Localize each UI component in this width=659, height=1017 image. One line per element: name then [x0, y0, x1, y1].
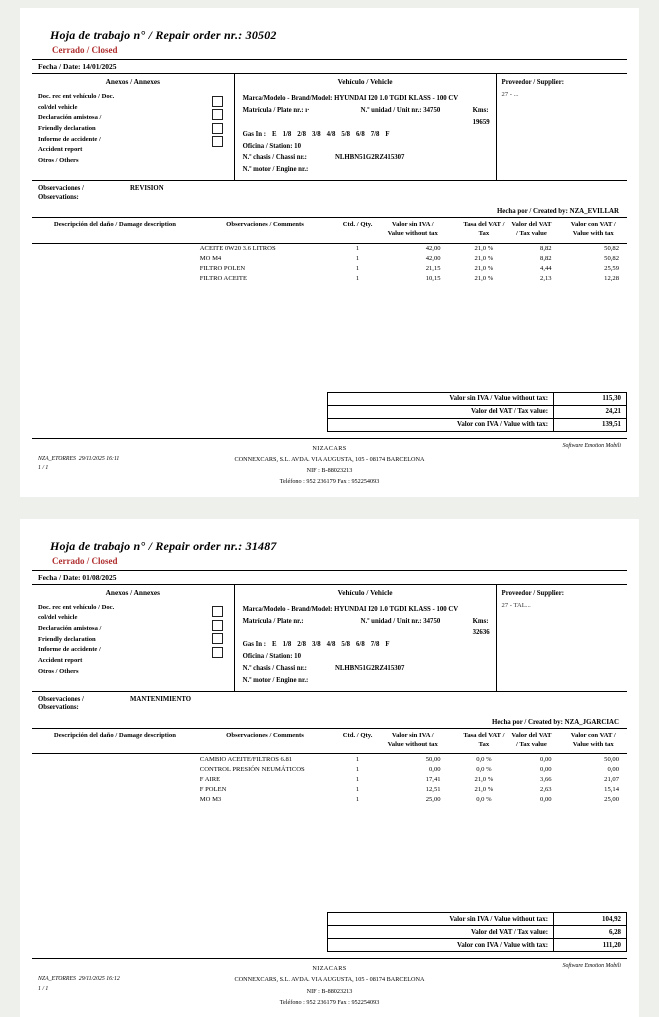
kms-value: Kms: 19659 — [472, 106, 490, 126]
item-comment: F AIRE — [199, 775, 221, 783]
engine-row — [243, 164, 496, 176]
item-qty: 1 — [355, 275, 360, 283]
item-total: 25,59 — [604, 265, 619, 273]
brand-value: HYUNDAI I20 1.0 TGDI KLASS - 100 CV — [334, 605, 459, 613]
item-net: 12,51 — [425, 785, 441, 793]
th-total: Valor con VAT / Value with tax — [570, 221, 616, 237]
annex-label: Doc. rec ent vehículo / Doc. — [38, 603, 115, 611]
checkbox-friendly-declaration[interactable] — [212, 620, 223, 631]
table-row — [32, 774, 627, 784]
gasin-step: 6/8 — [356, 130, 365, 138]
gasin-step: 7/8 — [370, 130, 380, 138]
annex-label-list — [38, 92, 208, 167]
item-tax-rate: 21,0 % — [474, 265, 494, 273]
table-row — [32, 764, 627, 774]
checkbox-others[interactable] — [212, 136, 223, 147]
gasin-step: 1/8 — [282, 130, 292, 138]
total-vat-value: 24,21 — [554, 405, 627, 418]
item-tax-rate: 21,0 % — [474, 275, 494, 283]
plate-label: Matrícula / Plate nr.: ı· — [242, 106, 310, 114]
annex-column — [32, 585, 235, 691]
annex-column — [32, 74, 235, 180]
page-title: Hoja de trabajo n° / Repair order nr.: 31487 — [50, 538, 277, 553]
vehicle-column — [235, 585, 497, 691]
item-tax-value: 3,66 — [540, 775, 552, 783]
total-vat-value: 6,28 — [554, 926, 627, 939]
footer-phone: Teléfono : 952 236179 Fax : 952254093 — [279, 478, 380, 486]
annex-label: Accident report — [38, 656, 83, 664]
item-tax-value: 4,44 — [540, 265, 552, 273]
page-footer — [32, 958, 627, 1007]
vehicle-brand-row — [243, 604, 496, 616]
item-description — [32, 754, 198, 765]
item-total: 15,14 — [604, 785, 619, 793]
item-qty: 1 — [355, 755, 360, 763]
th-net: Valor sin IVA / Value without tax — [387, 731, 438, 748]
supplier-value: 27 - ... — [501, 91, 519, 98]
annex-label: Informe de accidente / — [38, 135, 101, 143]
item-net: 10,15 — [425, 275, 441, 283]
vehicle-brand-row — [243, 93, 496, 105]
footer-brand: NIZACARS — [312, 444, 347, 452]
brand-label: Marca/Modelo - Brand/Model: — [242, 95, 335, 102]
item-tax-value: 0,00 — [540, 755, 552, 763]
th-comments: Observaciones / Comments — [226, 731, 304, 739]
item-comment: FILTRO ACEITE — [199, 275, 247, 283]
vehicle-column-header: Vehículo / Vehicle — [337, 77, 393, 86]
vehicle-plate-row — [243, 105, 496, 129]
table-row — [32, 254, 627, 264]
total-gross-value: 139,51 — [554, 418, 627, 431]
item-comment: F POLEN — [199, 785, 227, 793]
unit-label: N.º unidad / Unit nr.: 34750 — [360, 617, 441, 625]
annex-checkbox-list — [208, 92, 234, 167]
table-row — [32, 274, 627, 284]
annex-label: Otros / Others — [38, 157, 79, 165]
footer-nif: NIF : B-88023213 — [306, 466, 353, 474]
gasin-step: 7/8 — [370, 641, 380, 649]
item-qty: 1 — [355, 775, 360, 783]
item-tax-value: 0,00 — [540, 765, 552, 773]
engine-label: N.º motor / Engine nr.: — [242, 676, 309, 684]
gasin-step: 2/8 — [297, 130, 306, 138]
item-qty: 1 — [355, 765, 360, 773]
supplier-column — [497, 74, 627, 180]
total-gross-row — [328, 939, 627, 952]
item-total: 50,82 — [604, 255, 619, 263]
table-row — [32, 243, 627, 254]
item-total: 50,82 — [604, 245, 619, 253]
observations-label: Observaciones / Observations: — [38, 185, 84, 201]
item-net: 50,00 — [425, 755, 441, 763]
station-row — [243, 141, 496, 153]
gasin-step: 1/8 — [282, 641, 292, 649]
total-net-label: Valor sin IVA / Value without tax: — [328, 392, 554, 405]
vehicle-column-header: Vehículo / Vehicle — [337, 587, 393, 597]
gasin-step: E — [272, 641, 277, 649]
gas-in-row — [243, 639, 496, 651]
station-value: Oficina / Station: 10 — [242, 653, 301, 661]
footer-user-timestamp: NZA_ETORRES 29/11/2025 16:12 — [38, 976, 120, 983]
total-vat-label: Valor del VAT / Tax value: — [328, 405, 554, 418]
item-description — [32, 784, 198, 794]
total-net-row — [328, 392, 627, 405]
totals-section — [32, 912, 627, 952]
observations-label: Observaciones / Observations: — [38, 695, 84, 712]
total-gross-label: Valor con IVA / Value with tax: — [328, 939, 554, 952]
table-row — [32, 754, 627, 765]
total-gross-value: 111,20 — [554, 939, 627, 952]
item-tax-value: 0,00 — [540, 795, 552, 803]
repair-order-page — [20, 519, 639, 1017]
item-net: 17,41 — [425, 775, 441, 783]
info-columns — [32, 74, 627, 181]
item-total: 0,00 — [607, 765, 619, 773]
item-comment: ACEITE 0W20 3.6 LITROS — [199, 245, 276, 253]
page-footer — [32, 438, 627, 487]
th-total: Valor con VAT / Value with tax — [570, 731, 616, 748]
checkbox-doc-vehicle[interactable] — [212, 96, 223, 107]
date-row: Fecha / Date: 14/01/2025 — [32, 59, 627, 74]
page-gap — [0, 497, 659, 519]
table-whitespace — [32, 284, 627, 392]
supplier-label: Proveedor / Supplier: — [501, 79, 564, 86]
annex-label: Friendly declaration — [38, 635, 96, 643]
item-comment: MO M3 — [199, 795, 222, 803]
date-row: Fecha / Date: 01/08/2025 — [32, 570, 627, 585]
item-net: 42,00 — [425, 245, 441, 253]
table-row — [32, 264, 627, 274]
engine-row — [243, 675, 496, 687]
th-net: Valor sin IVA / Value without tax — [387, 221, 438, 237]
annex-label: col/del vehicle — [38, 614, 78, 622]
total-vat-label: Valor del VAT / Tax value: — [328, 926, 554, 939]
th-damage-description: Descripción del daño / Damage description — [53, 731, 176, 739]
annex-label: Doc. rec ent vehículo / Doc. — [38, 93, 115, 100]
annex-label: Friendly declaration — [38, 125, 96, 133]
gasin-step: 4/8 — [326, 130, 336, 138]
item-tax-rate: 0,0 % — [476, 755, 492, 763]
chassis-label: N.º chasis / Chassi nr.: — [242, 154, 307, 162]
info-columns — [32, 585, 627, 692]
gasin-step: 2/8 — [297, 641, 306, 649]
gasin-step: 3/8 — [311, 641, 321, 649]
item-qty: 1 — [355, 785, 360, 793]
total-vat-row — [328, 405, 627, 418]
annex-label: Declaración amistosa / — [38, 114, 102, 122]
engine-label: N.º motor / Engine nr.: — [242, 166, 309, 174]
item-total: 25,00 — [604, 795, 619, 803]
gasin-step: 5/8 — [341, 641, 351, 649]
total-vat-row — [328, 926, 627, 939]
status-badge: Cerrado / Closed — [52, 555, 118, 566]
chassis-value: NLHBN51G2RZ415307 — [334, 665, 405, 673]
checkbox-accident-report[interactable] — [212, 633, 223, 644]
annex-label: Informe de accidente / — [38, 646, 101, 654]
chassis-value: NLHBN51G2RZ415307 — [334, 154, 405, 162]
annex-column-header: Anexos / Annexes — [105, 587, 160, 597]
footer-address: CONNEXCARS, S.L. AVDA. VIA AUGUSTA, 105 - 08174 BARCELONA — [234, 976, 425, 984]
item-description — [32, 254, 198, 264]
item-qty: 1 — [355, 265, 360, 273]
th-qty: Ctd. / Qty. — [342, 221, 373, 229]
item-tax-value: 8,82 — [540, 255, 552, 263]
item-tax-value: 2,63 — [540, 785, 552, 793]
totals-table — [327, 912, 627, 952]
observations-row — [32, 692, 627, 715]
footer-address: CONNEXCARS, S.L. AVDA. VIA AUGUSTA, 105 - 08174 BARCELONA — [234, 455, 425, 463]
total-net-label: Valor sin IVA / Value without tax: — [328, 913, 554, 926]
checkbox-others[interactable] — [212, 647, 223, 658]
supplier-column — [497, 585, 627, 691]
annex-label: Declaración amistosa / — [38, 624, 102, 632]
item-tax-rate: 0,0 % — [476, 765, 492, 773]
vehicle-plate-row — [243, 616, 496, 640]
repair-order-page — [20, 8, 639, 497]
item-description — [32, 264, 198, 274]
annex-label: col/del vehicle — [38, 103, 78, 111]
items-table — [32, 728, 627, 804]
th-tax-value: Valor del VAT / Tax value — [511, 221, 552, 237]
total-net-value: 104,92 — [554, 913, 627, 926]
annex-label: Accident report — [38, 146, 83, 154]
supplier-value: 27 - TAL... — [501, 601, 531, 609]
status-badge: Cerrado / Closed — [52, 45, 118, 55]
brand-value: HYUNDAI I20 1.0 TGDI KLASS - 100 CV — [334, 95, 459, 102]
annex-checkbox-list — [208, 603, 234, 678]
footer-user-timestamp: NZA_ETORRES 29/11/2025 16:11 — [38, 455, 120, 462]
item-net: 21,15 — [425, 265, 441, 273]
item-description — [32, 243, 198, 254]
item-net: 42,00 — [425, 255, 441, 263]
item-tax-rate: 21,0 % — [474, 245, 494, 253]
item-tax-value: 2,13 — [540, 275, 552, 283]
table-row — [32, 794, 627, 804]
chassis-row — [243, 663, 496, 675]
kms-value: Kms: 32636 — [472, 617, 490, 637]
chassis-label: N.º chasis / Chassi nr.: — [242, 665, 307, 673]
gasin-step: 4/8 — [326, 641, 336, 649]
item-tax-rate: 21,0 % — [474, 255, 494, 263]
footer-brand: NIZACARS — [312, 965, 347, 973]
plate-label: Matrícula / Plate nr.: — [242, 617, 304, 625]
total-net-row — [328, 913, 627, 926]
item-tax-value: 8,82 — [540, 245, 552, 253]
th-comments: Observaciones / Comments — [226, 221, 304, 229]
item-description — [32, 794, 198, 804]
item-tax-rate: 21,0 % — [474, 775, 494, 783]
created-by: Hecha por / Created by: NZA_EVILLAR — [496, 208, 619, 216]
gasin-step: 6/8 — [356, 641, 365, 649]
item-total: 21,07 — [604, 775, 619, 783]
total-net-value: 115,30 — [554, 392, 627, 405]
document-stack — [0, 8, 659, 1017]
item-qty: 1 — [355, 245, 360, 253]
item-qty: 1 — [355, 255, 360, 263]
software-credit: Software Emotion Mobili — [562, 442, 621, 449]
gas-in-row — [243, 129, 496, 141]
station-value: Oficina / Station: 10 — [242, 142, 301, 150]
checkbox-friendly-declaration[interactable] — [212, 109, 223, 120]
item-tax-rate: 21,0 % — [474, 785, 494, 793]
item-comment: CAMBIO ACEITE/FILTROS 6.81 — [199, 755, 293, 763]
th-damage-description: Descripción del daño / Damage description — [53, 221, 176, 229]
item-description — [32, 774, 198, 784]
footer-phone: Teléfono : 952 236179 Fax : 952254093 — [279, 998, 380, 1006]
gasin-step: E — [272, 130, 277, 138]
totals-section — [32, 392, 627, 432]
item-description — [32, 764, 198, 774]
observations-value: MANTENIMIENTO — [130, 695, 192, 703]
annex-column-header: Anexos / Annexes — [105, 77, 160, 86]
page-title: Hoja de trabajo n° / Repair order nr.: 30502 — [50, 28, 277, 42]
item-net: 0,00 — [429, 765, 441, 773]
table-whitespace — [32, 804, 627, 912]
footer-page-number: 1 / 1 — [38, 465, 49, 472]
observations-row — [32, 181, 627, 204]
annex-label-list — [38, 603, 208, 678]
software-credit: Software Emotion Mobili — [562, 963, 621, 970]
chassis-row — [243, 152, 496, 164]
item-tax-rate: 0,0 % — [476, 795, 492, 803]
footer-page-number: 1 / 1 — [38, 986, 49, 993]
item-qty: 1 — [355, 795, 360, 803]
vehicle-column — [235, 74, 497, 180]
th-tax-value: Valor del VAT / Tax value — [511, 731, 552, 748]
item-comment: FILTRO POLEN — [199, 265, 246, 273]
observations-value: REVISION — [130, 185, 164, 193]
gasin-step: F — [385, 130, 390, 138]
items-table — [32, 217, 627, 283]
item-total: 50,00 — [604, 755, 619, 763]
checkbox-accident-report[interactable] — [212, 123, 223, 134]
th-qty: Ctd. / Qty. — [342, 731, 373, 739]
totals-table — [327, 392, 627, 432]
brand-label: Marca/Modelo - Brand/Model: — [242, 605, 335, 613]
gasin-step: 5/8 — [341, 130, 351, 138]
created-by: Hecha por / Created by: NZA_JGARCIAC — [491, 718, 619, 726]
supplier-label: Proveedor / Supplier: — [501, 589, 564, 597]
gasin-step: F — [385, 641, 390, 649]
gasin-label: Gas In : — [242, 641, 267, 649]
total-gross-label: Valor con IVA / Value with tax: — [328, 418, 554, 431]
checkbox-doc-vehicle[interactable] — [212, 606, 223, 617]
gasin-step: 3/8 — [311, 130, 321, 138]
item-comment: CONTROL PRESIÓN NEUMÁTICOS — [199, 765, 305, 773]
station-row — [243, 651, 496, 663]
item-description — [32, 274, 198, 284]
footer-nif: NIF : B-88023213 — [306, 987, 353, 995]
table-row — [32, 784, 627, 794]
item-net: 25,00 — [425, 795, 441, 803]
item-total: 12,28 — [604, 275, 619, 283]
annex-label: Otros / Others — [38, 667, 79, 675]
unit-label: N.º unidad / Unit nr.: 34750 — [360, 106, 441, 114]
gasin-label: Gas In : — [242, 130, 267, 138]
th-tax-rate: Tasa del VAT / Tax — [463, 221, 505, 237]
item-comment: MO M4 — [199, 255, 222, 263]
total-gross-row — [328, 418, 627, 431]
th-tax-rate: Tasa del VAT / Tax — [463, 731, 505, 748]
